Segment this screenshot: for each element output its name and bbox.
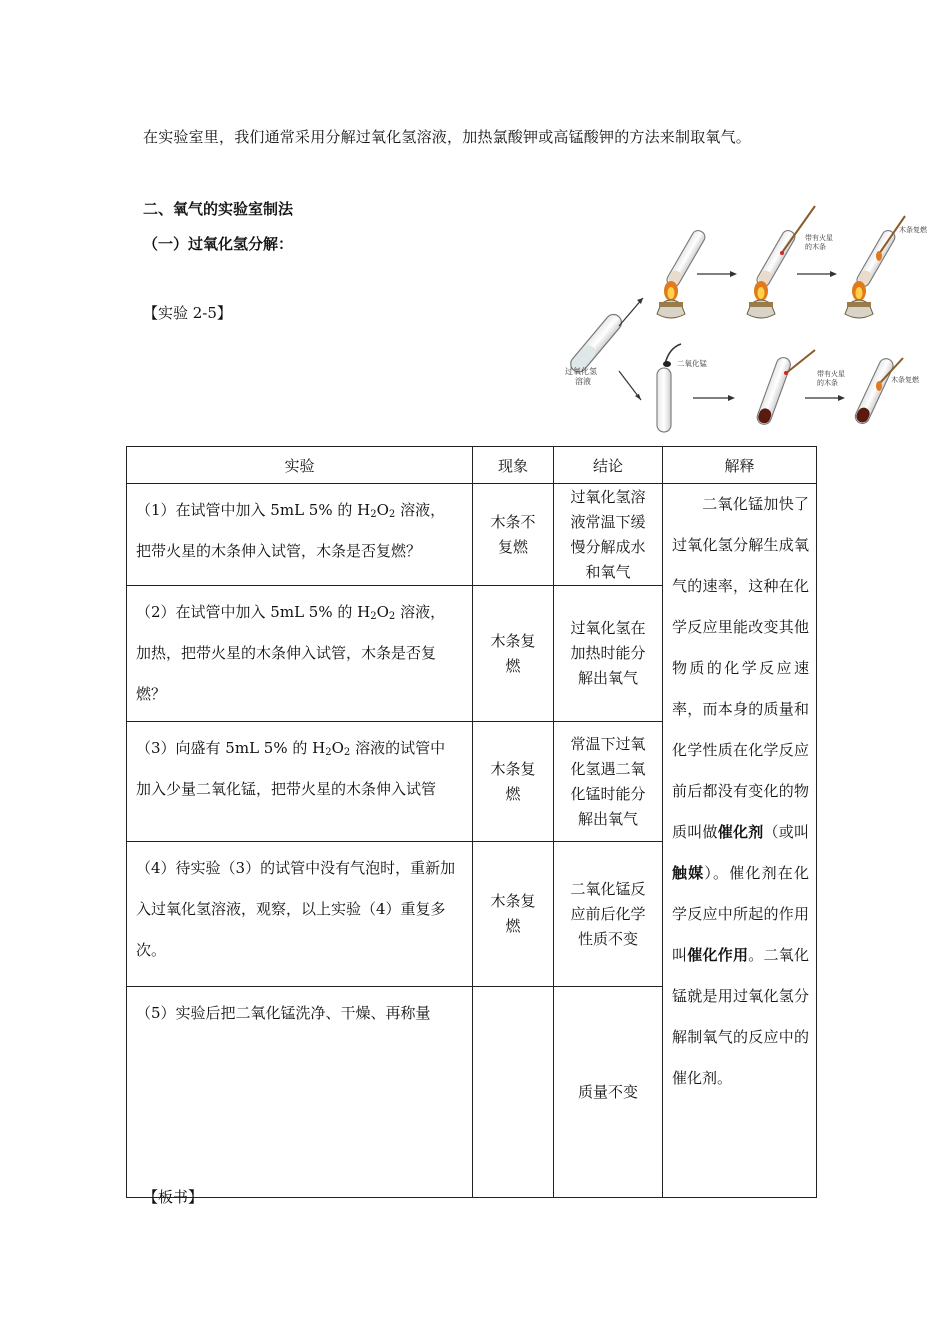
svg-text:的木条: 的木条 (817, 379, 838, 387)
subsection-title: （一）过氧化氢分解： (143, 235, 294, 253)
header-conclusion: 结论 (554, 447, 663, 484)
experiment-cell: （2）在试管中加入 5mL 5% 的 $H_2O_2$ 溶液， 加热，把带火星的木条伸入试管，木条是否复燃？ (127, 586, 473, 722)
experiment-cell: （5）实验后把二氧化锰洗净、干燥、再称量 (127, 987, 473, 1198)
phenomenon-cell: 木条复燃 (473, 722, 554, 842)
conclusion-cell: 二氧化锰反应前后化学性质不变 (554, 842, 663, 987)
phenomenon-cell: 木条复燃 (473, 586, 554, 722)
board-label: 【板书】 (143, 1188, 204, 1206)
reaction-tube-2-icon (853, 356, 903, 425)
glowing-splint-label-2: 带有火星 (817, 370, 845, 378)
experiment-table (126, 446, 817, 1198)
phenomenon-cell (473, 987, 554, 1198)
experiment-figure (553, 196, 950, 440)
conclusion-cell: 常温下过氧化氢遇二氧化锰时能分解出氧气 (554, 722, 663, 842)
mno2-tube-icon (657, 344, 681, 432)
explanation-cell: 二氧化锰加快了过氧化氢分解生成氧气的速率，这种在化学反应里能改变其他物质的化学反应速率，而本身的质量和化学性质在化学反应前后都没有变化的物质叫做催化剂（或叫触媒）。催化剂在化学反应中所起的作用叫催化作用。二氧化锰就是用过氧化氢分解制氧气的反应中的催化剂。 (663, 484, 817, 1198)
h2o2-label: 过氧化氢 (565, 367, 597, 376)
conclusion-cell: 过氧化氢溶液常温下缓慢分解成水和氧气 (554, 484, 663, 586)
svg-text:的木条: 的木条 (805, 243, 826, 251)
header-experiment: 实验 (127, 447, 473, 484)
h2o2-tube-icon (567, 311, 624, 375)
section-title: 二、氧气的实验室制法 (143, 200, 294, 218)
experiment-cell: （1）在试管中加入 5mL 5% 的 $H_2O_2$ 溶液， 把带火星的木条伸入试管，木条是否复燃？ (127, 484, 473, 586)
conclusion-cell: 质量不变 (554, 987, 663, 1198)
heating-setup-2-icon (747, 206, 815, 318)
svg-text:溶液: 溶液 (575, 377, 591, 386)
rekindled-label-1: 木条复燃 (899, 226, 927, 234)
glowing-splint-label-1: 带有火星 (805, 234, 833, 242)
mno2-label: 二氧化锰 (677, 359, 707, 368)
header-phenomenon: 现象 (473, 447, 554, 484)
phenomenon-cell: 木条复燃 (473, 842, 554, 987)
table-row (127, 484, 817, 586)
table-header-row (127, 447, 817, 484)
arrow-right-icon (730, 271, 737, 277)
experiment-cell: （3）向盛有 5mL 5% 的 $H_2O_2$ 溶液的试管中 加入少量二氧化锰，把带火星的木条伸入试管 (127, 722, 473, 842)
conclusion-cell: 过氧化氢在加热时能分解出氧气 (554, 586, 663, 722)
experiment-cell: （4）待实验（3）的试管中没有气泡时，重新加入过氧化氢溶液，观察，以上实验（4）重复多次。 (127, 842, 473, 987)
header-explanation: 解释 (663, 447, 817, 484)
phenomenon-cell: 木条不复燃 (473, 484, 554, 586)
heating-setup-1-icon (657, 228, 707, 318)
reaction-tube-1-icon (755, 350, 815, 426)
experiment-label: 【实验 2-5】 (143, 304, 232, 322)
intro-paragraph: 在实验室里，我们通常采用分解过氧化氢溶液，加热氯酸钾或高锰酸钾的方法来制取氧气。 (143, 128, 752, 146)
rekindled-label-2: 木条复燃 (891, 376, 919, 384)
heating-setup-3-icon (845, 216, 905, 318)
